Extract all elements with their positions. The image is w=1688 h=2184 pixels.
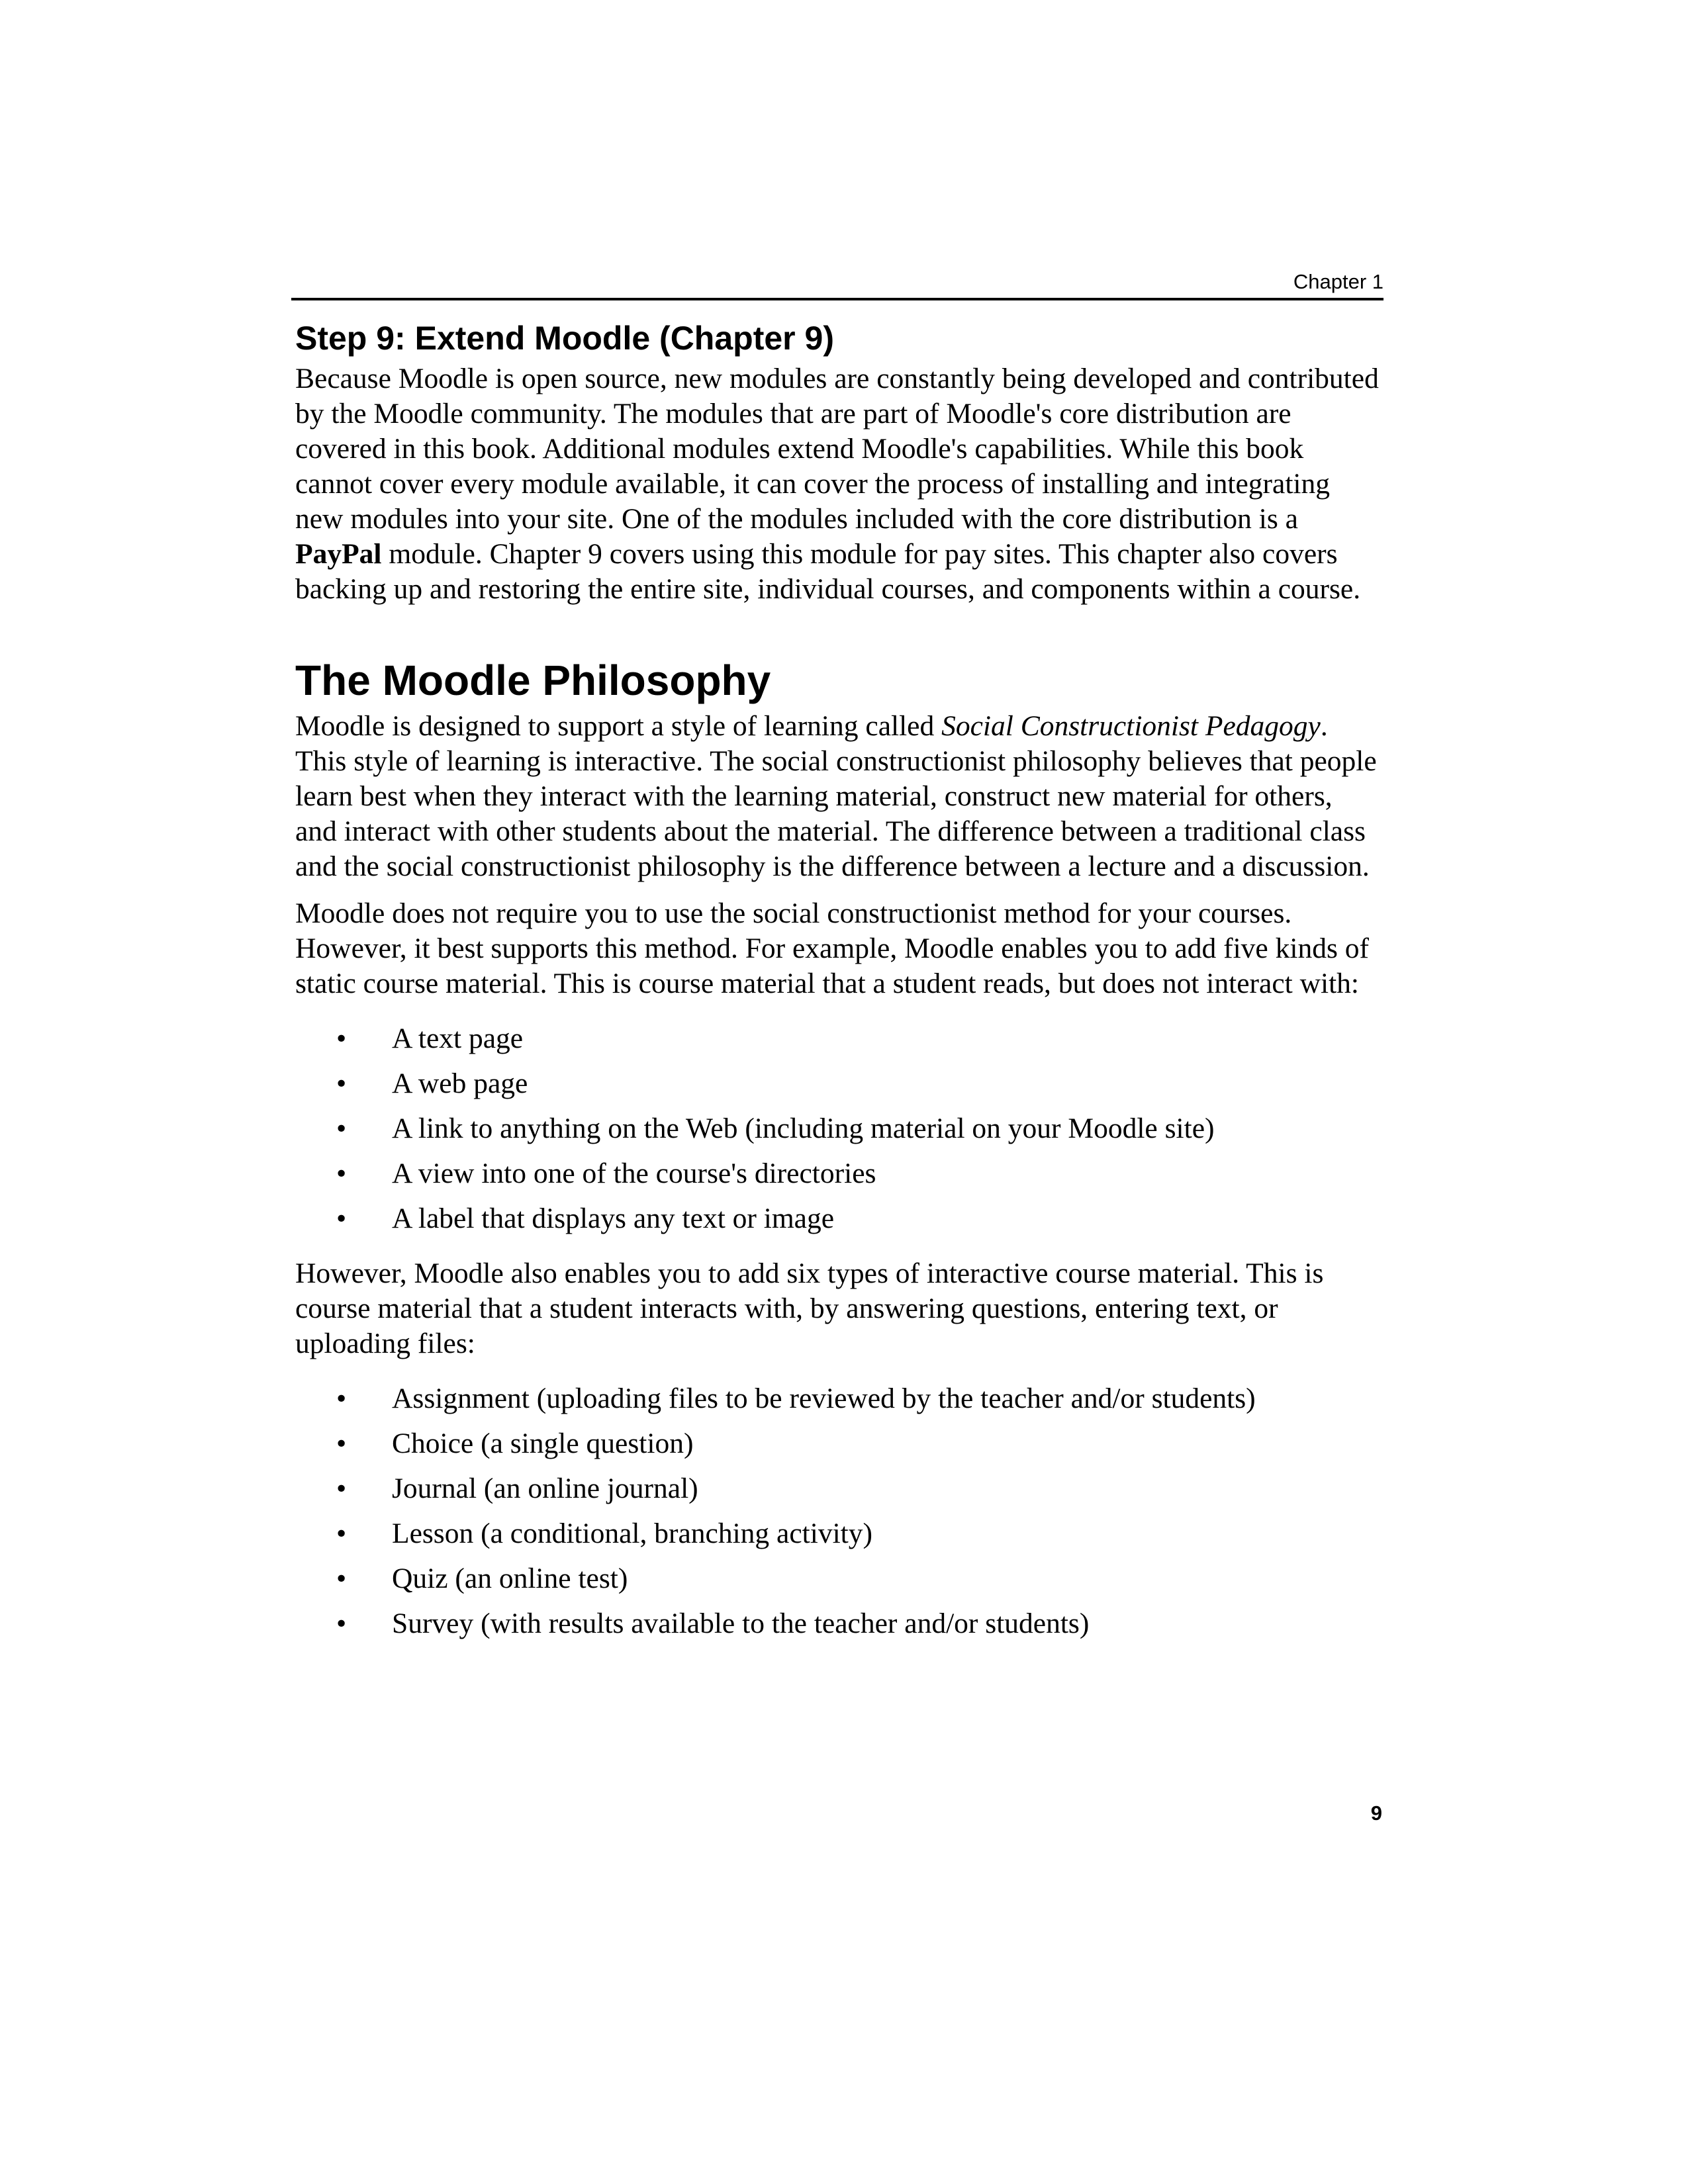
list-item-text: A web page <box>392 1068 528 1099</box>
list-item <box>295 1381 1381 1416</box>
step9-text-start: Because Moodle is open source, new modules are constantly being developed and contributed by the Moodle community. The modules that are part of Moodle's core distribution are covered in this book. Additional modules extend Moodle's capabilities. While this book cannot cover every module available, it can cover the process of installing and integrating new modules into your site. One of the modules included with the core distribution is a <box>295 363 1379 535</box>
bullet-icon: • <box>336 1113 347 1144</box>
list-item <box>295 1561 1381 1596</box>
paypal-term: PayPal <box>295 538 382 570</box>
list-item-text: A view into one of the course's directories <box>392 1158 876 1189</box>
philosophy-paragraph-1 <box>295 709 1381 884</box>
step9-paragraph <box>295 361 1381 607</box>
list-item-text: Journal (an online journal) <box>392 1473 698 1504</box>
static-material-list <box>295 1021 1381 1236</box>
list-item <box>295 1111 1381 1146</box>
list-item-text: A label that displays any text or image <box>392 1203 835 1234</box>
page-number: 9 <box>1370 1801 1382 1825</box>
list-item-text: Survey (with results available to the teacher and/or students) <box>392 1608 1090 1639</box>
list-item-text: Choice (a single question) <box>392 1428 694 1459</box>
running-header-title: Chapter 1 <box>1293 270 1383 293</box>
philosophy-paragraph-3: However, Moodle also enables you to add six types of interactive course material. This is course material that a student interacts with, by answering questions, entering text, or uploading files: <box>295 1257 1324 1359</box>
list-item-text: A link to anything on the Web (including material on your Moodle site) <box>392 1113 1215 1144</box>
philosophy-p1-start: Moodle is designed to support a style of learning called <box>295 710 942 742</box>
philosophy-paragraph-2: Moodle does not require you to use the social constructionist method for your courses. However, it best supports this method. For example, Moodle enables you to add five kinds of static course material. This is course material that a student reads, but does not interact with: <box>295 897 1369 999</box>
list-item <box>295 1021 1381 1056</box>
list-item <box>295 1516 1381 1551</box>
bullet-icon: • <box>336 1203 347 1234</box>
interactive-material-list <box>295 1381 1381 1641</box>
bullet-icon: • <box>336 1383 347 1414</box>
section-heading-step9: Step 9: Extend Moodle (Chapter 9) <box>295 320 834 357</box>
bullet-icon: • <box>336 1023 347 1054</box>
bullet-icon: • <box>336 1473 347 1504</box>
section-heading-philosophy: The Moodle Philosophy <box>295 657 771 704</box>
list-item <box>295 1066 1381 1101</box>
list-item <box>295 1471 1381 1506</box>
list-item <box>295 1201 1381 1236</box>
bullet-icon: • <box>336 1068 347 1099</box>
step9-text-end: module. Chapter 9 covers using this module for pay sites. This chapter also covers backing up and restoring the entire site, individual courses, and components within a course. <box>295 538 1361 605</box>
list-item <box>295 1426 1381 1461</box>
bullet-icon: • <box>336 1518 347 1549</box>
bullet-icon: • <box>336 1563 347 1594</box>
running-header <box>291 265 1383 300</box>
list-item-text: Lesson (a conditional, branching activity) <box>392 1518 872 1549</box>
bullet-icon: • <box>336 1158 347 1189</box>
pedagogy-term: Social Constructionist Pedagogy <box>941 710 1321 742</box>
list-item-text: Assignment (uploading files to be reviewed by the teacher and/or students) <box>392 1383 1256 1414</box>
list-item-text: Quiz (an online test) <box>392 1563 628 1594</box>
page-content <box>295 318 1381 1661</box>
list-item <box>295 1156 1381 1191</box>
philosophy-p1-end: . This style of learning is interactive. The social constructionist philosophy believes that people learn best when they interact with the learning material, construct new material for others, and interact with other students about the material. The difference between a traditional class and the social constructionist philosophy is the difference between a lecture and a discussion. <box>295 710 1377 882</box>
list-item <box>295 1606 1381 1641</box>
list-item-text: A text page <box>392 1023 524 1054</box>
bullet-icon: • <box>336 1608 347 1639</box>
bullet-icon: • <box>336 1428 347 1459</box>
